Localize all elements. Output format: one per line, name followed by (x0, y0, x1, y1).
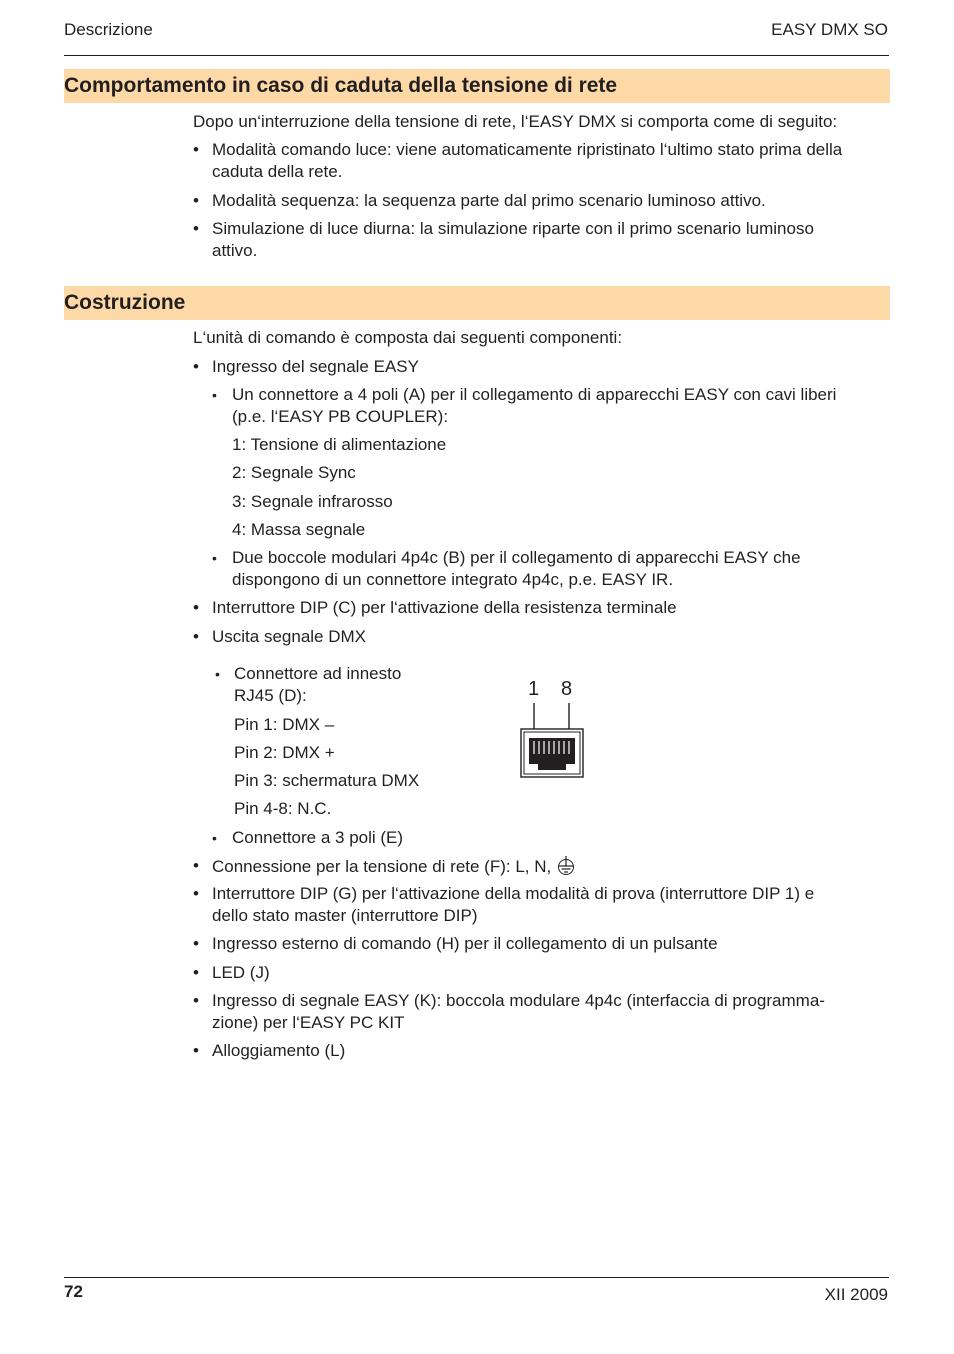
bullet-dot: • (193, 856, 199, 875)
bullet-easy-k-line2: zione) per l‘EASY PC KIT (212, 1013, 405, 1032)
bullet-light-control-line1: Modalità comando luce: viene automaticamente ripristinato l‘ultimo stato prima della (212, 140, 843, 159)
pin-3-infrared: 3: Segnale infrarosso (232, 492, 393, 511)
section-heading-power-failure: Comportamento in caso di caduta della tensione di rete (64, 69, 890, 103)
rj45-pin-4-8: Pin 4-8: N.C. (234, 799, 332, 818)
sub-bullet-dot: • (212, 387, 217, 403)
rj45-pin-2: Pin 2: DMX + (234, 743, 335, 762)
bullet-sequence-mode: Modalità sequenza: la sequenza parte dal primo scenario luminoso attivo. (212, 191, 766, 210)
bullet-easy-k-line1: Ingresso di segnale EASY (K): boccola modulare 4p4c (interfaccia di programma- (212, 991, 825, 1010)
bullet-external-input: Ingresso esterno di comando (H) per il collegamento di un pulsante (212, 934, 718, 953)
running-header-product: EASY DMX SO (771, 20, 888, 39)
bullet-dot: • (193, 991, 199, 1010)
sub-bullet-dot: • (212, 830, 217, 846)
bullet-dot: • (193, 963, 199, 982)
bullet-dip-c: Interruttore DIP (C) per l‘attivazione della resistenza terminale (212, 598, 677, 617)
pin-1-supply: 1: Tensione di alimentazione (232, 435, 447, 454)
bullet-mains-connection (212, 855, 579, 878)
power-failure-intro: Dopo un‘interruzione della tensione di rete, l‘EASY DMX si comporta come di seguito: (193, 112, 838, 131)
sub-bullet-dot: • (212, 550, 217, 566)
bullet-dip-g-line1: Interruttore DIP (G) per l‘attivazione della modalità di prova (interruttore DIP 1) e (212, 884, 815, 903)
pin-2-sync: 2: Segnale Sync (232, 463, 356, 482)
bullet-easy-input: Ingresso del segnale EASY (212, 357, 419, 376)
sub-bullet-4pole-line1: Un connettore a 4 poli (A) per il collegamento di apparecchi EASY con cavi liberi (232, 385, 837, 404)
sub-bullet-modular-line1: Due boccole modulari 4p4c (B) per il collegamento di apparecchi EASY che (232, 548, 801, 567)
bullet-light-control-line2: caduta della rete. (212, 162, 343, 181)
construction-intro: L‘unità di comando è composta dai seguenti componenti: (193, 328, 623, 347)
bullet-daylight-sim-line1: Simulazione di luce diurna: la simulazione riparte con il primo scenario luminoso (212, 219, 814, 238)
bullet-dot: • (193, 934, 199, 953)
section-heading-construction: Costruzione (64, 286, 890, 320)
bullet-led: LED (J) (212, 963, 270, 982)
rj45-pin-3: Pin 3: schermatura DMX (234, 771, 420, 790)
bullet-daylight-sim-line2: attivo. (212, 241, 258, 260)
sub-bullet-modular-line2: dispongono di un connettore integrato 4p4c, p.e. EASY IR. (232, 570, 674, 589)
bullet-dot: • (193, 219, 199, 238)
sub-bullet-4pole-line2: (p.e. l‘EASY PB COUPLER): (232, 407, 449, 426)
bullet-dot: • (193, 627, 199, 646)
bullet-dmx-output: Uscita segnale DMX (212, 627, 367, 646)
pin-4-ground: 4: Massa segnale (232, 520, 366, 539)
header-rule (64, 55, 889, 56)
bullet-dot: • (193, 1041, 199, 1060)
footer-rule (64, 1277, 889, 1278)
bullet-dot: • (193, 884, 199, 903)
page-number: 72 (64, 1282, 83, 1301)
earth-ground-icon (555, 855, 579, 875)
rj45-connector-diagram (515, 672, 590, 782)
footer-date: XII 2009 (824, 1285, 888, 1304)
bullet-dip-g-line2: dello stato master (interruttore DIP) (212, 906, 478, 925)
rj45-pin-1: Pin 1: DMX – (234, 715, 335, 734)
rj45-label-pin8: 8 (561, 678, 573, 700)
sub-bullet-dot: • (215, 666, 220, 682)
bullet-housing: Alloggiamento (L) (212, 1041, 346, 1060)
bullet-dot: • (193, 191, 199, 210)
sub-bullet-3pole: Connettore a 3 poli (E) (232, 828, 404, 847)
bullet-dot: • (193, 598, 199, 617)
mains-text: Connessione per la tensione di rete (F): L, N, (212, 857, 552, 876)
rj45-label-pin1: 1 (528, 678, 540, 700)
bullet-dot: • (193, 140, 199, 159)
running-header-section: Descrizione (64, 20, 153, 39)
sub-bullet-rj45-line1: Connettore ad innesto (234, 664, 402, 683)
sub-bullet-rj45-line2: RJ45 (D): (234, 686, 307, 705)
bullet-dot: • (193, 357, 199, 376)
